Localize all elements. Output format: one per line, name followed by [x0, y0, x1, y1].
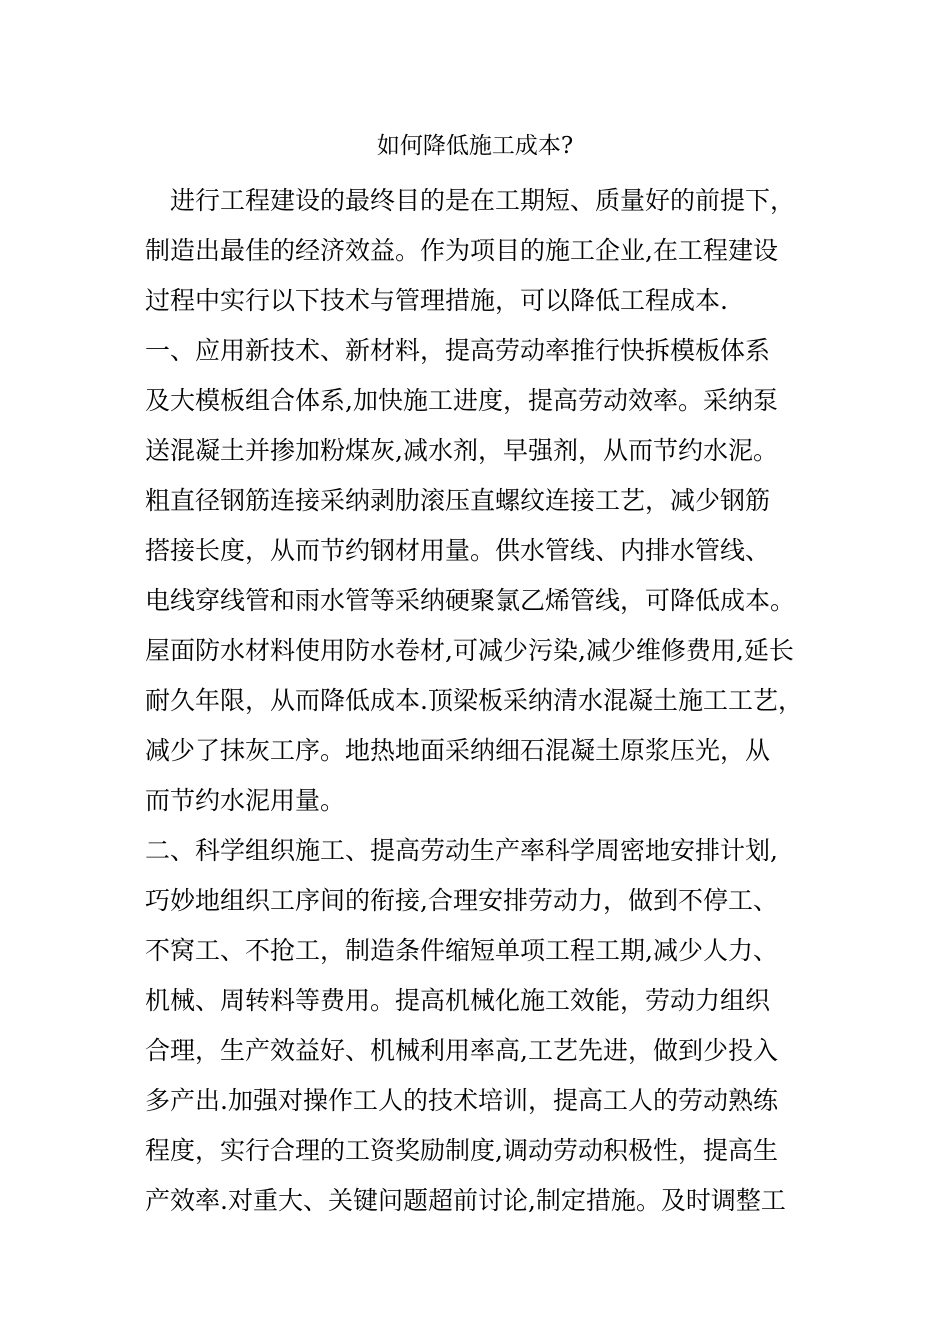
paragraph-line: 程度，实行合理的工资奖励制度,调动劳动积极性，提高生	[145, 1136, 778, 1165]
paragraph-line: 送混凝土并掺加粉煤灰,减水剂，早强剂，从而节约水泥。	[145, 436, 778, 465]
paragraph-line: 耐久年限，从而降低成本.顶梁板采纳清水混凝土施工工艺，	[145, 686, 803, 715]
paragraph-line: 及大模板组合体系,加快施工进度，提高劳动效率。采纳泵	[145, 386, 778, 415]
paragraph-line: 屋面防水材料使用防水卷材,可减少污染,减少维修费用,延长	[145, 636, 794, 665]
paragraph-line: 产效率.对重大、关键问题超前讨论,制定措施。及时调整工	[145, 1186, 786, 1215]
paragraph-line: 搭接长度，从而节约钢材用量。供水管线、内排水管线、	[145, 536, 771, 565]
paragraph-line: 电线穿线管和雨水管等采纳硬聚氯乙烯管线，可降低成本。	[145, 586, 796, 615]
paragraph-line: 过程中实行以下技术与管理措施，可以降低工程成本.	[145, 286, 728, 315]
paragraph-line: 制造出最佳的经济效益。作为项目的施工企业,在工程建设	[145, 236, 778, 265]
paragraph-line: 巧妙地组织工序间的衔接,合理安排劳动力，做到不停工、	[145, 886, 778, 915]
paragraph-line: 减少了抹灰工序。地热地面采纳细石混凝土原浆压光，从	[145, 736, 771, 765]
paragraph-line: 一、应用新技术、新材料，提高劳动率推行快拆模板体系	[145, 336, 771, 365]
paragraph-line: 合理，生产效益好、机械利用率高,工艺先进，做到少投入	[145, 1036, 778, 1065]
document-title: 如何降低施工成本?	[376, 133, 574, 159]
paragraph-line: 机械、周转料等费用。提高机械化施工效能，劳动力组织	[145, 986, 771, 1015]
paragraph-line: 二、科学组织施工、提高劳动生产率科学周密地安排计划,	[145, 836, 778, 865]
paragraph-line: 粗直径钢筋连接采纳剥肋滚压直螺纹连接工艺，减少钢筋	[145, 486, 771, 515]
paragraph-line: 不窝工、不抢工，制造条件缩短单项工程工期,减少人力、	[145, 936, 778, 965]
paragraph-line: 进行工程建设的最终目的是在工期短、质量好的前提下，	[170, 186, 796, 215]
paragraph-line: 多产出.加强对操作工人的技术培训，提高工人的劳动熟练	[145, 1086, 778, 1115]
paragraph-line: 而节约水泥用量。	[145, 786, 346, 815]
